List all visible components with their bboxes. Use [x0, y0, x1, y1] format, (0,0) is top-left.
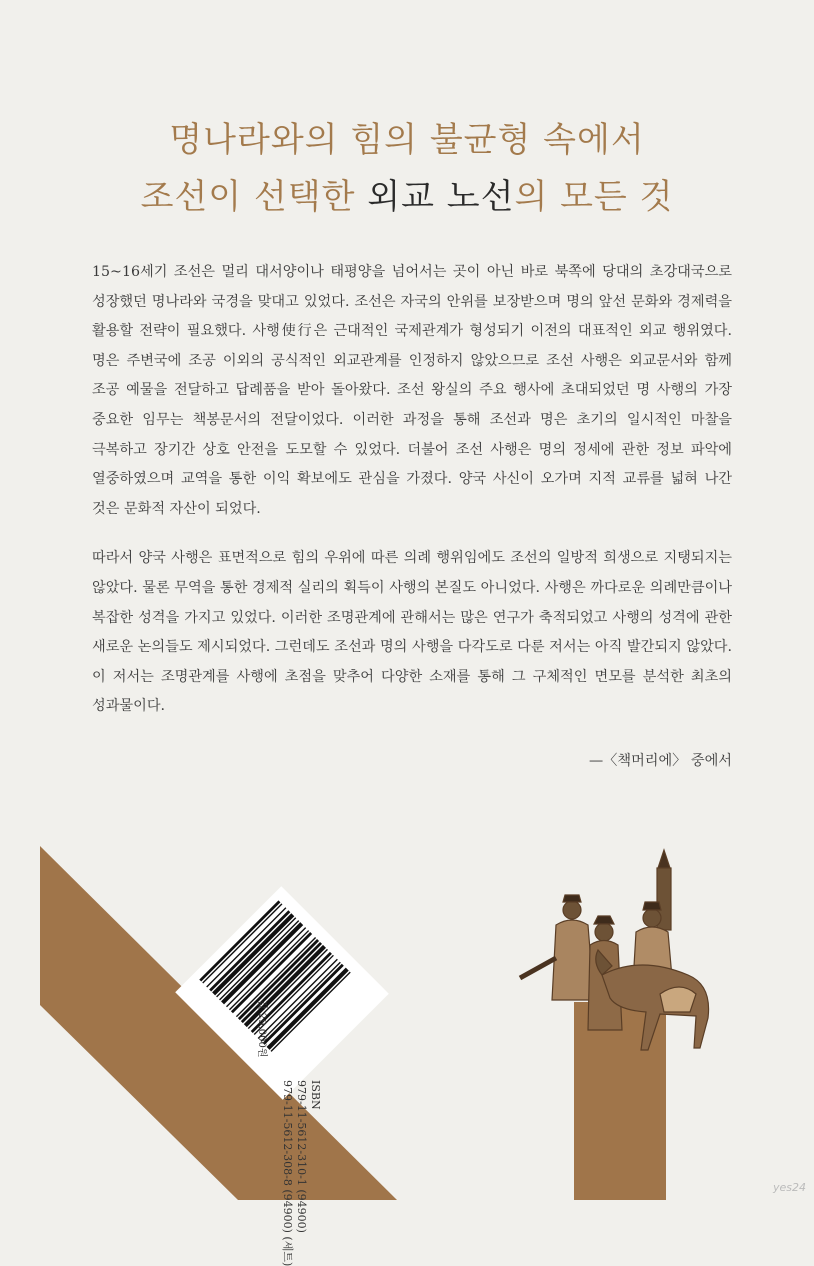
headline-line-2-prefix: 조선이 선택한 [140, 177, 368, 217]
watermark: yes24 [772, 1181, 806, 1194]
isbn-set: 979-11-5612-308-8 (94900) (세트) [281, 1080, 294, 1266]
headline-line-1: 명나라와의 힘의 불균형 속에서 [169, 120, 645, 160]
headline-line-2-suffix: 의 모든 것 [514, 177, 674, 217]
isbn-primary: 979-11-5612-310-1 (94900) [295, 1080, 308, 1233]
excerpt-paragraph-1: 15~16세기 조선은 멀리 대서양이나 태평양을 넘어서는 곳이 아닌 바로 북쪽에 당대의 초강대국으로 성장했던 명나라와 국경을 맞대고 있었다. 조선은 자국의 안위를 보장받으며 명의 앞선 문화와 경제력을 활용할 전략이 필요했다. 사행使行은 근대적인 국제관계가 형성되기 이전의 대표적인 외교 행위였다. 명은 주변국에 조공 이외의 공식적인 외교관계를 인정하지 않았으므로 조선 사행은 외교문서와 함께 조공 예물을 전달하고 답례품을 받아 돌아왔다. 조선 왕실의 주요 행사에 초대되었던 명 사행의 가장 중요한 임무는 책봉문서의 전달이었다. 이러한 과정을 통해 조선과 명은 초기의 일시적인 마찰을 극복하고 장기간 상호 안전을 도모할 수 있었다. 더불어 조선 사행은 명의 정세에 관한 정보 파악에 열중하였으며 교역을 통한 이익 확보에도 관심을 가졌다. 양국 사신이 오가며 지적 교류를 넓혀 나간 것은 문화적 자산이 되었다. [92, 264, 732, 517]
isbn-label: ISBN [309, 1080, 322, 1110]
headline-highlight: 외교 노선 [367, 177, 515, 217]
price-label: 값 29,000원 [256, 1000, 267, 1058]
envoy-illustration [520, 850, 709, 1050]
excerpt-paragraph-2: 따라서 양국 사행은 표면적으로 힘의 우위에 따른 의례 행위임에도 조선의 일방적 희생으로 지탱되지는 않았다. 물론 무역을 통한 경제적 실리의 획득이 사행의 본질도 아니었다. 사행은 까다로운 의례만큼이나 복잡한 성격을 가지고 있었다. 이러한 조명관계에 관해서는 많은 연구가 축적되었고 사행의 성격에 관한 새로운 논의들도 제시되었다. 그런데도 조선과 명의 사행을 다각도로 다룬 저서는 아직 발간되지 않았다. 이 저서는 조명관계를 사행에 초점을 맞추어 다양한 소재를 통해 그 구체적인 면모를 분석한 최초의 성과물이다. [92, 550, 732, 715]
excerpt-source: —〈책머리에〉 중에서 [588, 753, 732, 769]
isbn-block [280, 1080, 322, 1266]
